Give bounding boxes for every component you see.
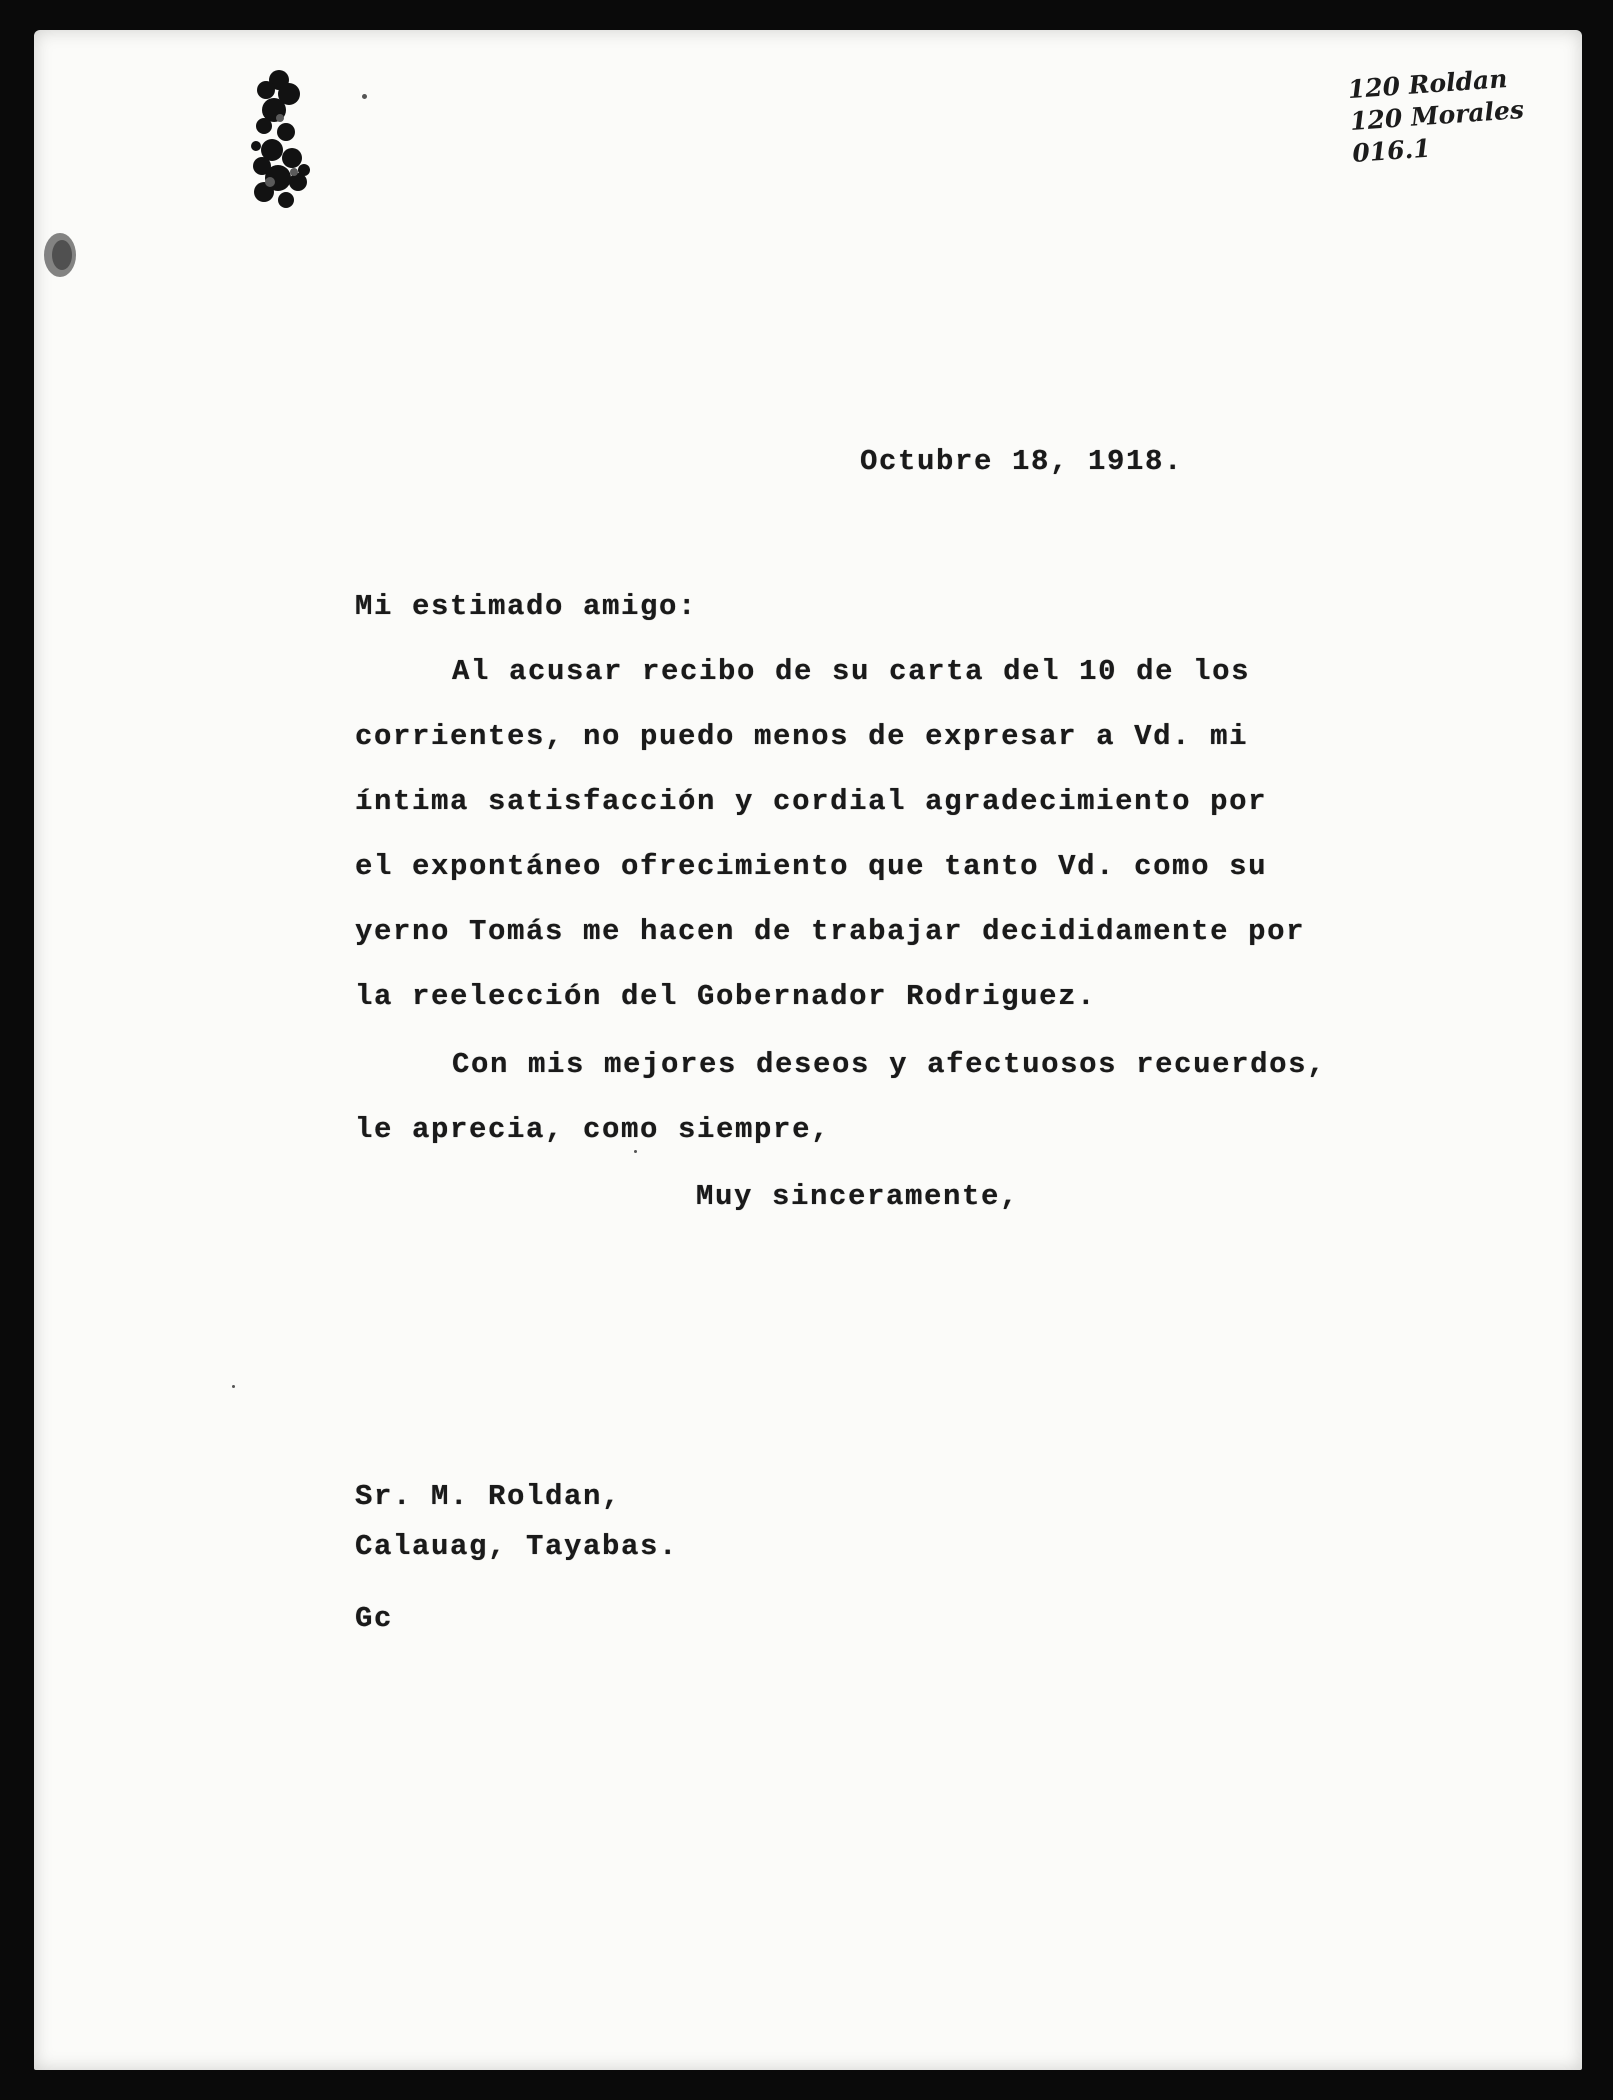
- letter-body-line: corrientes, no puedo menos de expresar a Vd. mi: [355, 720, 1249, 753]
- letter-date: Octubre 18, 1918.: [860, 445, 1184, 478]
- ink-smudge-mark: [36, 228, 80, 282]
- letter-body-line: íntima satisfacción y cordial agradecimiento por: [355, 785, 1268, 818]
- paper-speck: [362, 94, 367, 99]
- recipient-place: Calauag, Tayabas.: [355, 1530, 679, 1563]
- ink-blot-mark: [234, 62, 324, 212]
- handwritten-note-line: 120 Morales: [1349, 94, 1525, 137]
- typist-initials: Gc: [355, 1602, 394, 1635]
- letter-page: [34, 30, 1582, 2070]
- letter-body-line: Con mis mejores deseos y afectuosos recuerdos,: [452, 1048, 1327, 1081]
- handwritten-file-note: [1347, 62, 1527, 170]
- letter-body-line: yerno Tomás me hacen de trabajar decididamente por: [355, 915, 1306, 948]
- letter-body-line: le aprecia, como siempre,: [355, 1113, 831, 1146]
- letter-body-line: el expontáneo ofrecimiento que tanto Vd. como su: [355, 850, 1268, 883]
- letter-closing: Muy sinceramente,: [696, 1180, 1020, 1213]
- handwritten-note-line: 120 Roldan: [1346, 64, 1509, 105]
- paper-speck: [232, 1385, 235, 1388]
- letter-body-line: Al acusar recibo de su carta del 10 de los: [452, 655, 1251, 688]
- letter-body-line: la reelección del Gobernador Rodriguez.: [355, 980, 1097, 1013]
- recipient-name: Sr. M. Roldan,: [355, 1480, 622, 1513]
- letter-salutation: Mi estimado amigo:: [355, 590, 698, 623]
- handwritten-note-line: 016.1: [1351, 133, 1432, 168]
- paper-speck: [634, 1150, 637, 1153]
